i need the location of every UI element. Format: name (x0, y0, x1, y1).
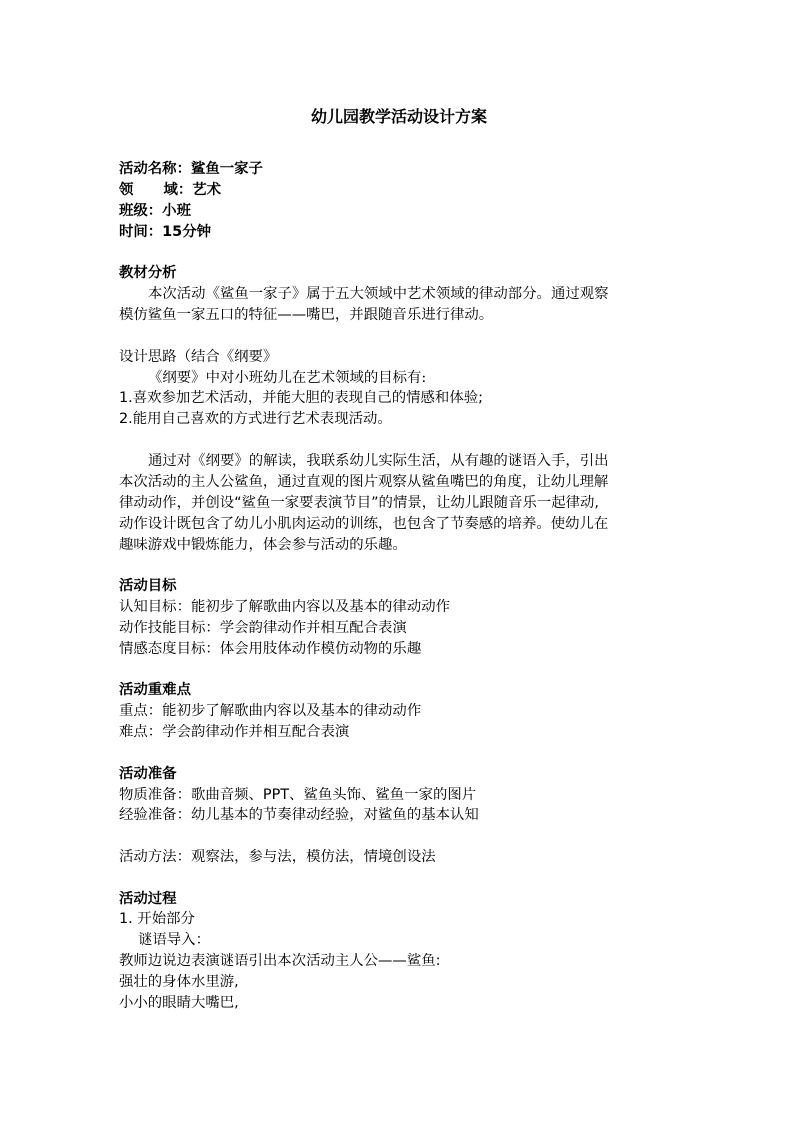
activity-domain: 领 域：艺术 (119, 182, 222, 198)
process-step: 1. 开始部分 (119, 911, 195, 927)
design-goal-item: 1.喜欢参加艺术活动，并能大胆的表现自己的情感和体验; (119, 390, 483, 406)
design-paragraph-line: 动作设计既包含了幼儿小肌肉运动的训练，也包含了节奏感的培养。使幼儿在 (119, 516, 609, 532)
process-line: 强壮的身体水里游, (119, 974, 239, 990)
key-points-heading: 活动重难点 (119, 682, 191, 698)
material-analysis-line: 模仿鲨鱼一家五口的特征——嘴巴，并跟随音乐进行律动。 (119, 307, 494, 323)
objectives-heading: 活动目标 (119, 578, 177, 594)
process-line: 小小的眼睛大嘴巴, (119, 995, 239, 1011)
design-goal-intro: 《纲要》中对小班幼儿在艺术领域的目标有: (148, 370, 427, 386)
activity-name: 活动名称：鲨鱼一家子 (119, 161, 263, 177)
riddle-intro: 谜语导入： (138, 932, 210, 948)
preparation-heading: 活动准备 (119, 766, 177, 782)
process-line: 教师边说边表演谜语引出本次活动主人公——鲨鱼: (119, 953, 441, 969)
key-point-item: 难点：学会韵律动作并相互配合表演 (119, 724, 350, 740)
objective-item: 动作技能目标：学会韵律动作并相互配合表演 (119, 620, 407, 636)
activity-time: 时间：15分钟 (119, 224, 211, 240)
design-paragraph-line: 趣味游戏中锻炼能力，体会参与活动的乐趣。 (119, 537, 407, 553)
design-paragraph-line: 本次活动的主人公鲨鱼，通过直观的图片观察从鲨鱼嘴巴的角度，让幼儿理解 (119, 474, 609, 490)
process-heading: 活动过程 (119, 891, 177, 907)
preparation-item: 经验准备：幼儿基本的节奏律动经验，对鲨鱼的基本认知 (119, 807, 479, 823)
activity-methods: 活动方法：观察法，参与法，模仿法，情境创设法 (119, 849, 436, 865)
design-idea-heading: 设计思路（结合《纲要》 (119, 349, 278, 365)
key-point-item: 重点：能初步了解歌曲内容以及基本的律动动作 (119, 703, 422, 719)
document-title: 幼儿园教学活动设计方案 (310, 107, 487, 126)
activity-class: 班级：小班 (119, 203, 191, 219)
design-paragraph-line: 通过对《纲要》的解读，我联系幼儿实际生活，从有趣的谜语入手，引出 (148, 453, 609, 469)
objective-item: 情感态度目标：体会用肢体动作模仿动物的乐趣 (119, 641, 422, 657)
design-paragraph-line: 律动动作，并创设“鲨鱼一家要表演节目”的情景，让幼儿跟随音乐一起律动, (119, 495, 599, 511)
material-analysis-line: 本次活动《鲨鱼一家子》属于五大领域中艺术领域的律动部分。通过观察 (148, 286, 609, 302)
material-analysis-heading: 教材分析 (119, 265, 177, 281)
objective-item: 认知目标：能初步了解歌曲内容以及基本的律动动作 (119, 599, 450, 615)
preparation-item: 物质准备：歌曲音频、PPT、鲨鱼头饰、鲨鱼一家的图片 (119, 787, 477, 803)
design-goal-item: 2.能用自己喜欢的方式进行艺术表现活动。 (119, 411, 392, 427)
